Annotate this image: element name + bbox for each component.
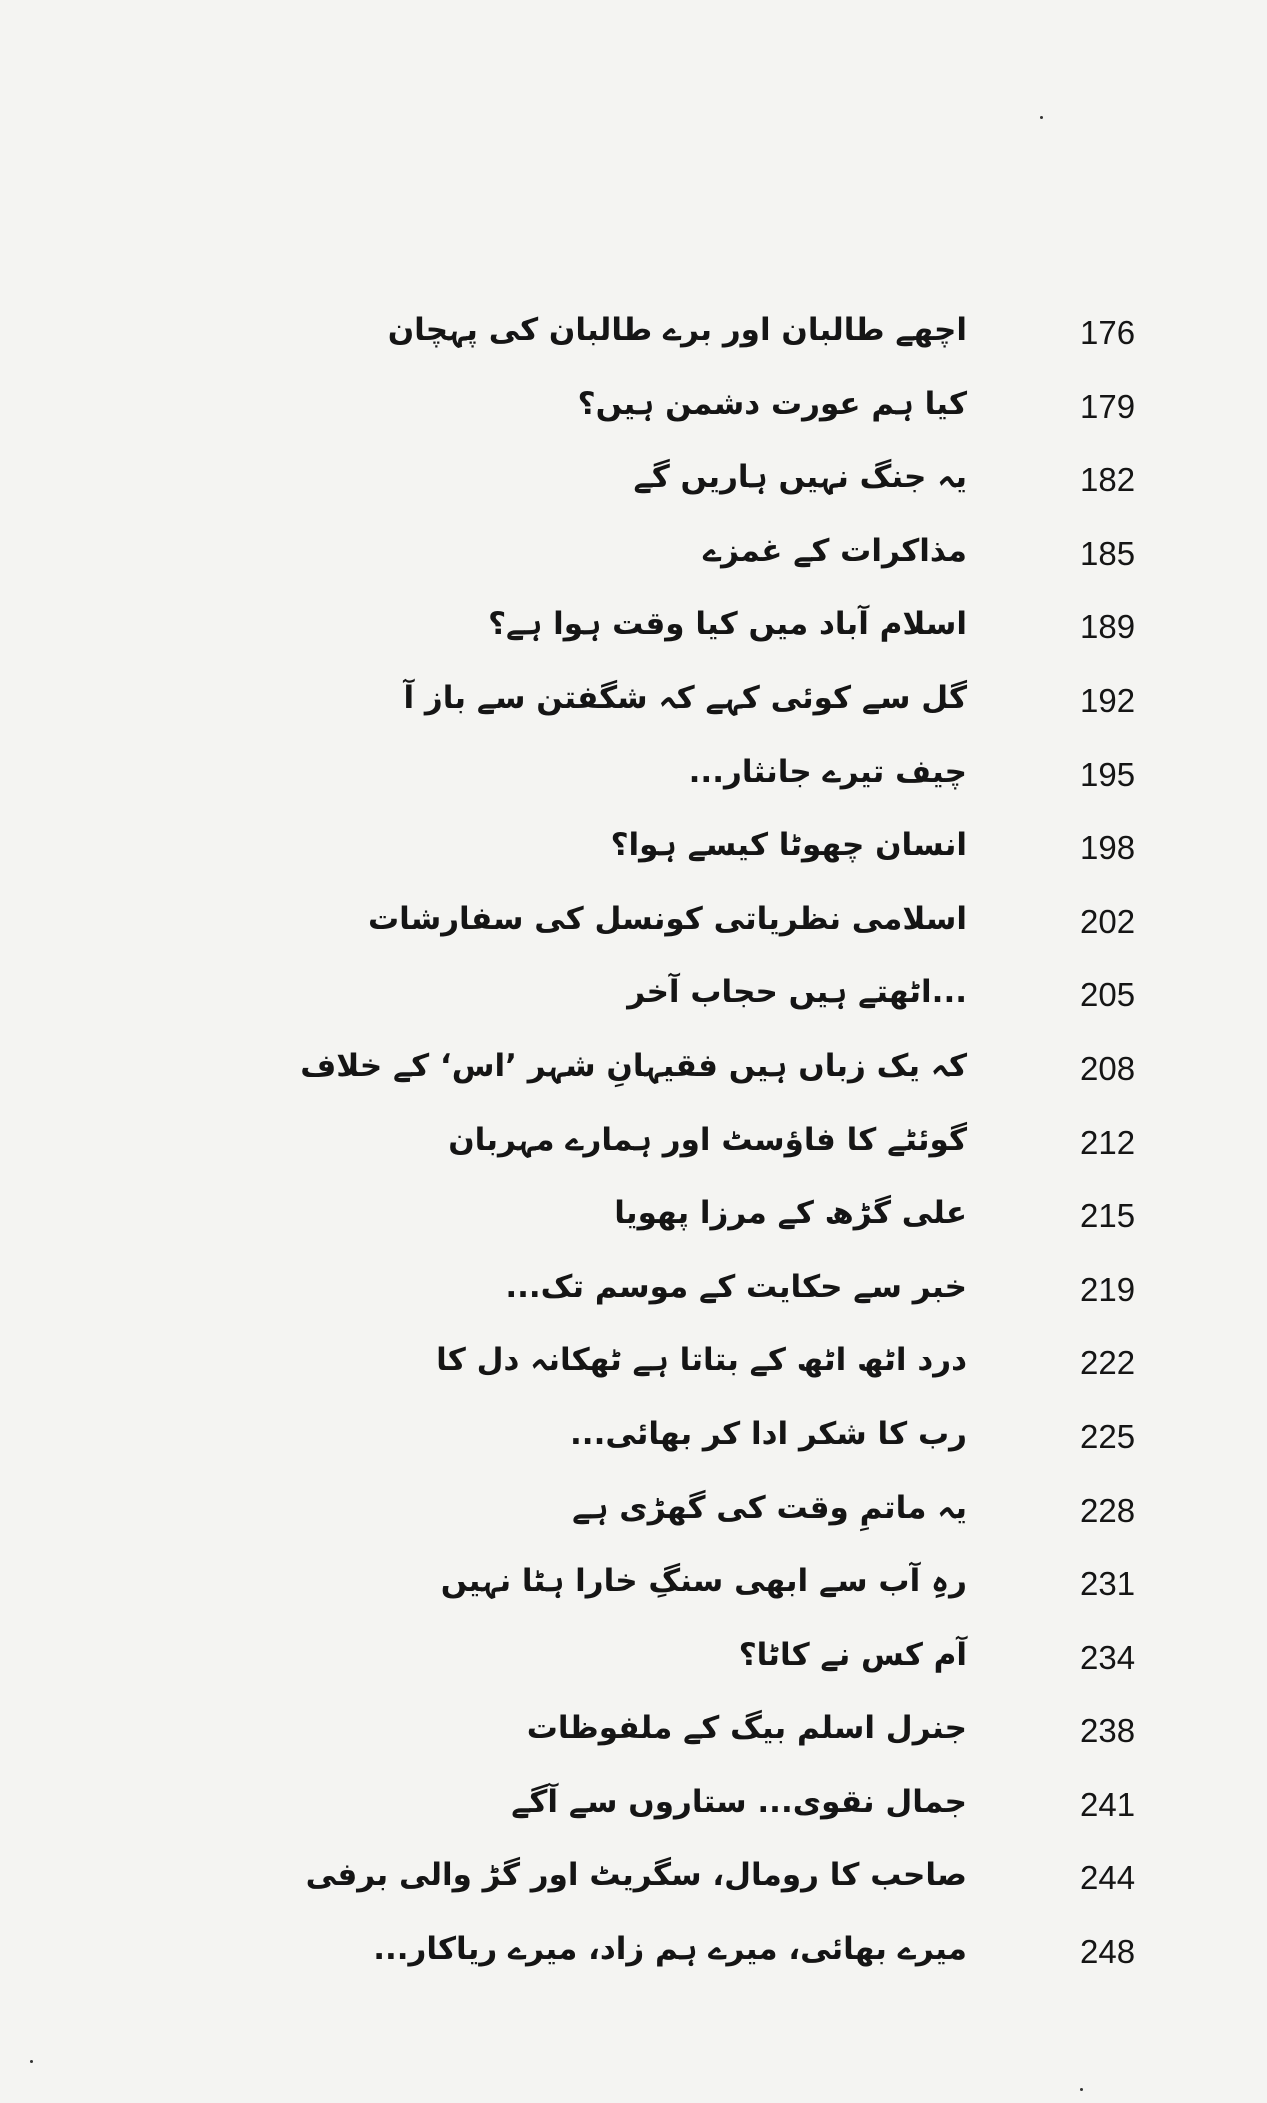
entry-page-number: 179 bbox=[1080, 387, 1136, 425]
toc-row bbox=[0, 1404, 1267, 1478]
toc-row bbox=[0, 1845, 1267, 1919]
entry-title: گوئٹے کا فاؤسٹ اور ہمارے مہربان bbox=[448, 1121, 967, 1158]
toc-row bbox=[0, 447, 1267, 521]
entry-title: علی گڑھ کے مرزا پھویا bbox=[614, 1195, 967, 1232]
toc-row bbox=[0, 1330, 1267, 1404]
entry-page-number: 228 bbox=[1080, 1491, 1136, 1529]
toc-row bbox=[0, 1772, 1267, 1846]
entry-page-number: 212 bbox=[1080, 1123, 1136, 1161]
toc-row bbox=[0, 889, 1267, 963]
entry-title: کہ یک زباں ہیں فقیہانِ شہر ’اس‘ کے خلاف bbox=[300, 1047, 967, 1084]
entry-page-number: 215 bbox=[1080, 1197, 1136, 1235]
toc-row bbox=[0, 962, 1267, 1036]
entry-title: اسلامی نظریاتی کونسل کی سفارشات bbox=[367, 900, 967, 937]
entry-page-number: 202 bbox=[1080, 902, 1136, 940]
entry-title: جمال نقوی... ستاروں سے آگے bbox=[511, 1783, 967, 1820]
entry-page-number: 219 bbox=[1080, 1270, 1136, 1308]
entry-page-number: 189 bbox=[1080, 608, 1136, 646]
entry-page-number: 198 bbox=[1080, 829, 1136, 867]
entry-page-number: 238 bbox=[1080, 1712, 1136, 1750]
toc-row bbox=[0, 1551, 1267, 1625]
entry-title: ...اٹھتے ہیں حجاب آخر bbox=[627, 974, 967, 1011]
entry-page-number: 208 bbox=[1080, 1049, 1136, 1087]
toc-row bbox=[0, 594, 1267, 668]
toc-row bbox=[0, 1183, 1267, 1257]
entry-title: اسلام آباد میں کیا وقت ہوا ہے؟ bbox=[488, 606, 967, 643]
entry-title: اچھے طالبان اور برے طالبان کی پہچان bbox=[387, 312, 967, 348]
entry-page-number: 222 bbox=[1080, 1344, 1136, 1382]
entry-title: یہ جنگ نہیں ہاریں گے bbox=[633, 459, 967, 496]
toc-row bbox=[0, 815, 1267, 889]
toc-row bbox=[0, 300, 1267, 374]
entry-page-number: 248 bbox=[1080, 1933, 1136, 1971]
entry-page-number: 182 bbox=[1080, 461, 1136, 499]
toc-row bbox=[0, 1698, 1267, 1772]
table-of-contents bbox=[0, 300, 1267, 1993]
entry-page-number: 244 bbox=[1080, 1859, 1136, 1897]
toc-row bbox=[0, 742, 1267, 816]
toc-row bbox=[0, 668, 1267, 742]
entry-title: آم کس نے کاٹا؟ bbox=[738, 1636, 967, 1673]
toc-row bbox=[0, 374, 1267, 448]
print-speck bbox=[1080, 2088, 1083, 2091]
toc-row bbox=[0, 1625, 1267, 1699]
entry-page-number: 195 bbox=[1080, 755, 1136, 793]
entry-title: جنرل اسلم بیگ کے ملفوظات bbox=[526, 1710, 967, 1747]
entry-page-number: 185 bbox=[1080, 534, 1136, 572]
toc-row bbox=[0, 1919, 1267, 1993]
toc-row bbox=[0, 521, 1267, 595]
entry-title: رہِ آب سے ابھی سنگِ خارا ہٹا نہیں bbox=[440, 1563, 967, 1600]
toc-row bbox=[0, 1110, 1267, 1184]
entry-title: صاحب کا رومال، سگریٹ اور گڑ والی برفی bbox=[305, 1857, 967, 1894]
entry-page-number: 176 bbox=[1080, 314, 1136, 351]
entry-title: مذاکرات کے غمزے bbox=[703, 532, 967, 569]
entry-page-number: 241 bbox=[1080, 1785, 1136, 1823]
entry-page-number: 192 bbox=[1080, 681, 1136, 719]
entry-title: چیف تیرے جانثار... bbox=[688, 753, 967, 790]
entry-page-number: 231 bbox=[1080, 1565, 1136, 1603]
entry-title: یہ ماتمِ وقت کی گھڑی ہے bbox=[572, 1489, 967, 1526]
entry-page-number: 225 bbox=[1080, 1417, 1136, 1455]
entry-title: کیا ہم عورت دشمن ہیں؟ bbox=[577, 385, 967, 422]
entry-title: خبر سے حکایت کے موسم تک... bbox=[505, 1268, 967, 1305]
entry-title: میرے بھائی، میرے ہم زاد، میرے ریاکار... bbox=[373, 1931, 967, 1968]
toc-row bbox=[0, 1478, 1267, 1552]
print-speck bbox=[30, 2060, 33, 2063]
entry-title: درد اٹھ اٹھ کے بتاتا ہے ٹھکانہ دل کا bbox=[436, 1342, 967, 1379]
toc-row bbox=[0, 1257, 1267, 1331]
entry-title: رب کا شکر ادا کر بھائی... bbox=[570, 1415, 967, 1452]
entry-page-number: 205 bbox=[1080, 976, 1136, 1014]
print-speck bbox=[1040, 116, 1043, 119]
entry-title: گل سے کوئی کہے کہ شگفتن سے باز آ bbox=[403, 679, 967, 716]
toc-row bbox=[0, 1036, 1267, 1110]
entry-page-number: 234 bbox=[1080, 1638, 1136, 1676]
entry-title: انسان چھوٹا کیسے ہوا؟ bbox=[610, 827, 967, 864]
